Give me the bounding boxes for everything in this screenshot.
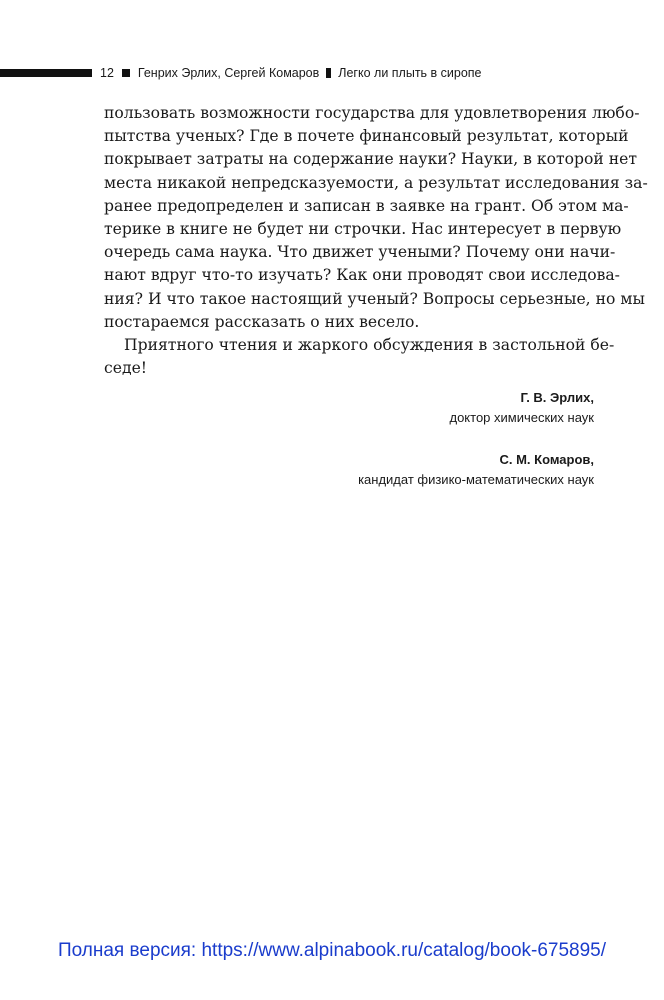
full-version-link[interactable]: Полная версия: https://www.alpinabook.ru/catalog/book-675895/ bbox=[57, 940, 607, 961]
signature-komarov bbox=[358, 450, 594, 490]
bar-separator-icon bbox=[326, 68, 331, 78]
signature-name: С. М. Комаров, bbox=[499, 452, 594, 467]
square-separator-icon bbox=[122, 69, 130, 77]
page-number: 12 bbox=[100, 66, 114, 80]
text-line: ния? И что такое настоящий ученый? Вопросы серьезные, но мы bbox=[104, 289, 645, 308]
text-line: покрывает затраты на содержание науки? Науки, в которой нет bbox=[104, 150, 638, 169]
signature-erlikh bbox=[449, 388, 594, 428]
text-line: пытства ученых? Где в почете финансовый результат, который bbox=[104, 127, 629, 146]
signature-title: кандидат физико-математических наук bbox=[358, 472, 594, 487]
header-authors: Генрих Эрлих, Сергей Комаров bbox=[137, 66, 320, 80]
text-line: ранее предопределен и записан в заявке на грант. Об этом ма- bbox=[104, 196, 629, 215]
running-header bbox=[100, 64, 482, 82]
text-line: терике в книге не будет ни строчки. Нас интересует в первую bbox=[104, 219, 622, 238]
text-line: Приятного чтения и жаркого обсуждения в застольной бе- bbox=[124, 335, 615, 354]
signature-title: доктор химических наук bbox=[449, 410, 594, 425]
text-line: пользовать возможности государства для удовлетворения любо- bbox=[104, 104, 640, 122]
signature-name: Г. В. Эрлих, bbox=[520, 390, 594, 405]
text-line: постараемся рассказать о них весело. bbox=[104, 312, 420, 331]
text-line: нают вдруг что-то изучать? Как они проводят свои исследова- bbox=[104, 266, 620, 285]
text-line: места никакой непредсказуемости, а результат исследования за- bbox=[104, 173, 648, 192]
header-rule bbox=[0, 69, 92, 77]
header-book-title: Легко ли плыть в сиропе bbox=[338, 66, 482, 80]
body-text bbox=[104, 102, 648, 380]
text-line: седе! bbox=[104, 359, 148, 378]
text-line: очередь сама наука. Что движет учеными? Почему они начи- bbox=[104, 243, 616, 262]
